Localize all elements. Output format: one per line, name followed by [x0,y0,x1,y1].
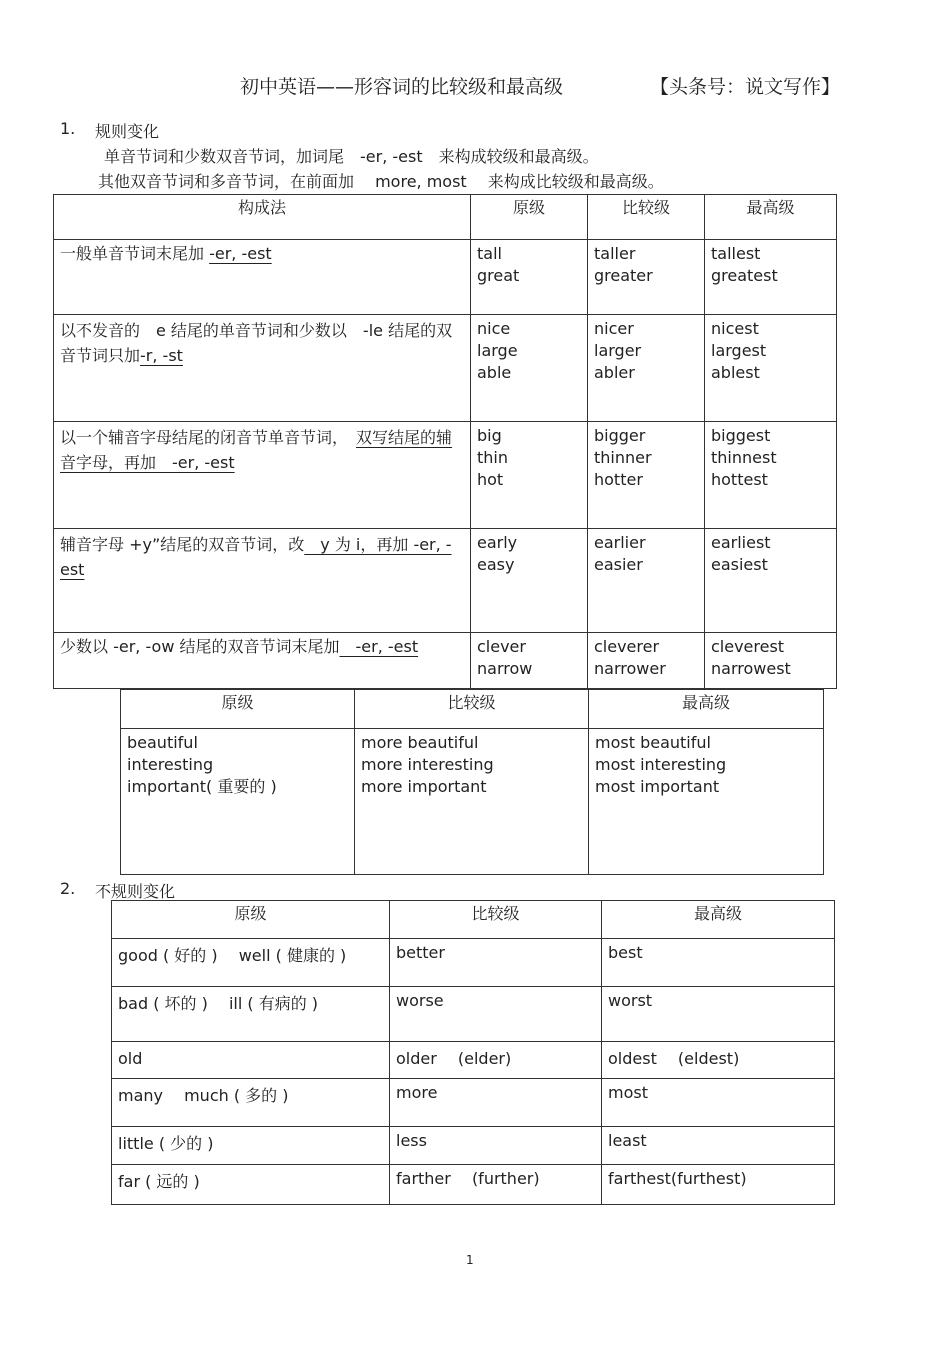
word: hotter [594,470,643,489]
positive-cell [121,729,355,875]
superlative-cell [589,729,824,875]
comparative-cell [355,729,589,875]
word: early [477,533,518,552]
word: taller [594,244,636,263]
superlative-cell [705,529,837,633]
brand-tag: 【头条号：说文写作】 [650,76,841,98]
irregular-table [111,900,835,1205]
word: earlier [594,533,646,552]
word: cleverest [711,637,785,656]
comparative-cell: better [390,939,602,987]
column-header: 原级 [471,195,588,240]
word: greater [594,266,653,285]
section2-number: 2. [60,879,76,898]
superlative-cell [705,633,837,689]
page-title: 初中英语——形容词的比较级和最高级 [240,76,564,98]
superlative-cell: worst [602,987,835,1042]
table-row [54,529,837,633]
column-header: 比较级 [390,901,602,939]
superlative-cell [705,315,837,422]
column-header: 最高级 [589,690,824,729]
positive-cell [471,240,588,315]
section1-line1: 单音节词和少数双音节词，加词尾 -er, -est 来构成较级和最高级。 [104,147,599,166]
positive-cell: bad ( 坏的 ) ill ( 有病的 ) [112,987,390,1042]
word: thin [477,448,508,467]
superlative-cell [705,422,837,529]
word: clever [477,637,526,656]
positive-cell: many much ( 多的 ) [112,1079,390,1127]
table-header-row [54,195,837,240]
word: narrow [477,659,533,678]
column-header: 最高级 [705,195,837,240]
table-row [112,939,835,987]
column-header: 原级 [121,690,355,729]
superlative-cell: oldest (eldest) [602,1042,835,1079]
word: easy [477,555,515,574]
rule-suffix: -r, -st [140,346,183,365]
superlative-cell: least [602,1127,835,1165]
table-row [112,1079,835,1127]
positive-cell: little ( 少的 ) [112,1127,390,1165]
word: more beautiful [361,733,479,752]
rule-cell [54,315,471,422]
rule-suffix: y 为 i，再加 -er, -est [60,535,452,579]
rule-suffix: -er, -est [339,637,419,656]
table-row [121,729,824,875]
word: greatest [711,266,778,285]
word: most beautiful [595,733,711,752]
table-row [112,1127,835,1165]
rule-text: 少数以 -er, -ow 结尾的双音节词末尾加 [60,637,340,656]
page-number: 1 [466,1253,474,1267]
word: narrower [594,659,666,678]
rule-text: 以不发音的 e 结尾的单音节词和少数以 -le 结尾的双音节词只加 [60,321,453,365]
superlative-cell: farthest(furthest) [602,1165,835,1205]
word: narrowest [711,659,791,678]
section2-heading: 不规则变化 [95,882,176,901]
comparative-cell: worse [390,987,602,1042]
table-row [112,1165,835,1205]
word: nicer [594,319,634,338]
word: larger [594,341,642,360]
rule-cell [54,529,471,633]
column-header: 比较级 [355,690,589,729]
superlative-cell [705,240,837,315]
superlative-cell: best [602,939,835,987]
section1-heading: 规则变化 [95,122,160,141]
word: easiest [711,555,768,574]
word: able [477,363,512,382]
rule-cell [54,422,471,529]
word: easier [594,555,643,574]
table-row [54,422,837,529]
table-row [54,240,837,315]
table-row [54,315,837,422]
rule-text: 以一个辅音字母结尾的闭音节单音节词， [60,428,357,447]
word: tallest [711,244,761,263]
word: earliest [711,533,771,552]
superlative-cell: most [602,1079,835,1127]
word: nicest [711,319,759,338]
word: hot [477,470,504,489]
word: thinner [594,448,652,467]
column-header: 原级 [112,901,390,939]
positive-cell [471,529,588,633]
comparative-cell [588,315,705,422]
positive-cell [471,422,588,529]
comparative-cell: more [390,1079,602,1127]
table-row [112,1042,835,1079]
positive-cell: old [112,1042,390,1079]
word: most interesting [595,755,727,774]
comparative-cell: older (elder) [390,1042,602,1079]
column-header: 比较级 [588,195,705,240]
word: biggest [711,426,771,445]
table-header-row [112,901,835,939]
comparative-cell: less [390,1127,602,1165]
table-row [54,633,837,689]
word: more important [361,777,487,796]
word: abler [594,363,635,382]
word: cleverer [594,637,660,656]
comparative-cell: farther (further) [390,1165,602,1205]
word: beautiful [127,733,198,752]
table-header-row [121,690,824,729]
positive-cell [471,633,588,689]
table-row [112,987,835,1042]
rule-suffix: -er, -est [209,244,272,263]
comparative-cell [588,529,705,633]
word: interesting [127,755,214,774]
word: nice [477,319,511,338]
multisyllable-table [120,689,824,875]
rule-cell [54,633,471,689]
word: large [477,341,518,360]
word: big [477,426,502,445]
word: most important [595,777,720,796]
positive-cell: far ( 远的 ) [112,1165,390,1205]
positive-cell [471,315,588,422]
rule-suffix: 双写结尾的辅音字母，再加 -er, -est [60,428,453,472]
word: ablest [711,363,760,382]
section1-number: 1. [60,119,76,138]
column-header: 最高级 [602,901,835,939]
word: important( 重要的 ) [127,777,277,796]
comparative-cell [588,240,705,315]
word: largest [711,341,767,360]
word: more interesting [361,755,494,774]
word: bigger [594,426,646,445]
word: tall [477,244,502,263]
positive-cell: good ( 好的 ) well ( 健康的 ) [112,939,390,987]
regular-rules-table [53,194,837,689]
comparative-cell [588,633,705,689]
section1-line2: 其他双音节词和多音节词，在前面加 more, most 来构成比较级和最高级。 [98,172,664,191]
comparative-cell [588,422,705,529]
word: hottest [711,470,768,489]
rule-cell [54,240,471,315]
rule-text: 辅音字母 +y”结尾的双音节词，改 [60,535,305,554]
rule-text: 一般单音节词末尾加 [60,244,205,263]
column-header: 构成法 [54,195,471,240]
word: thinnest [711,448,777,467]
word: great [477,266,520,285]
